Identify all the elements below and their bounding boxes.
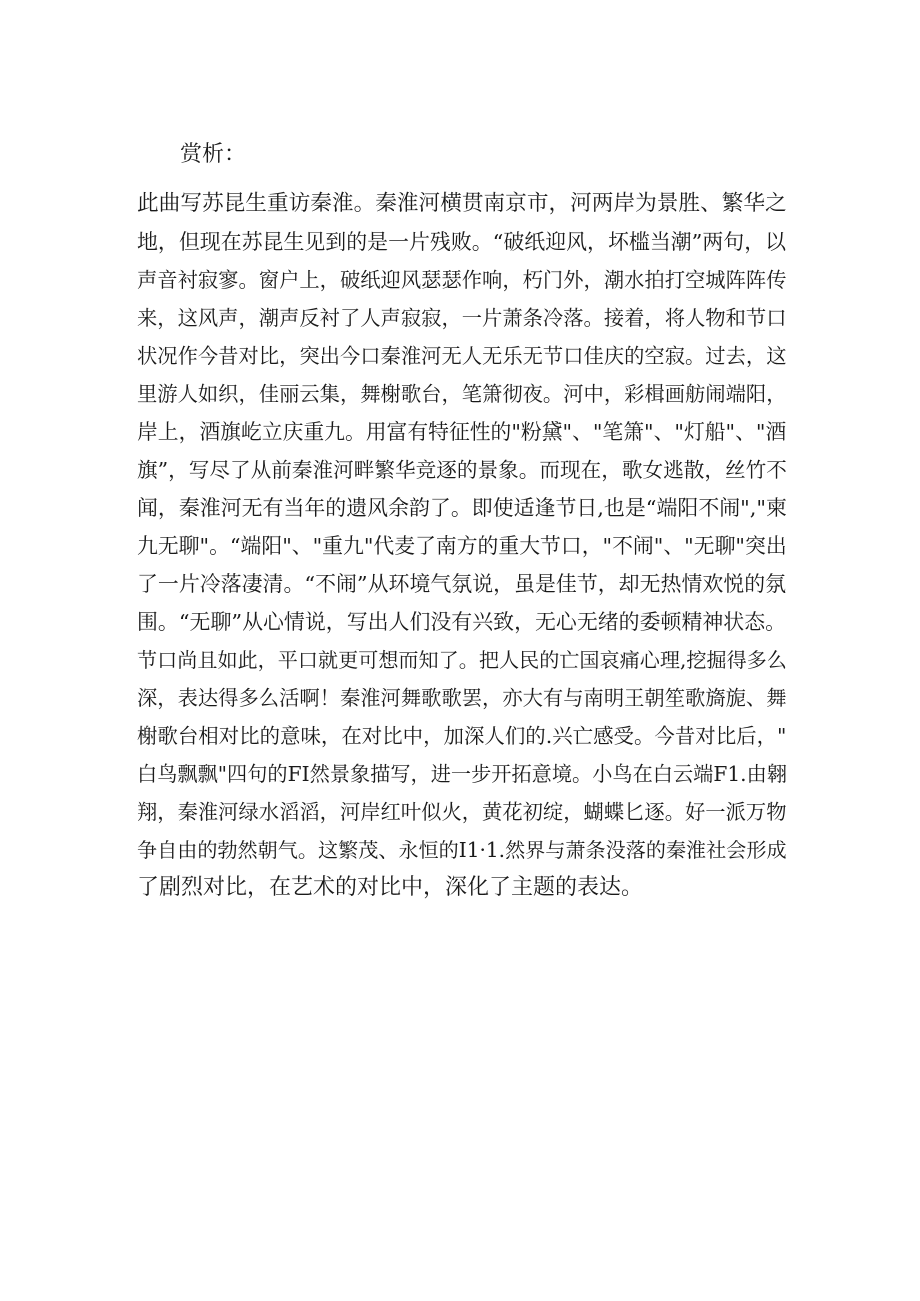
body-paragraph	[137, 185, 787, 907]
text-line: 此曲写苏昆生重访秦淮。秦淮河横贯南京市，河两岸为景胜、繁华之	[137, 191, 787, 216]
text-line: 声音衬寂寥。窗户上，破纸迎风瑟瑟作响，朽门外，潮水拍打空城阵阵传	[137, 268, 787, 292]
text-line: 榭歌台相对比的意味，在对比中，加深人们的.兴亡感受。今昔对比后，"	[137, 724, 787, 748]
text-line: 围。“无聊”从心情说，写出人们没有兴致，无心无绪的委顿精神状态。	[137, 610, 787, 634]
text-line: 来，这风声，潮声反衬了人声寂寂，一片萧条冷落。接着，将人物和节口	[137, 306, 787, 330]
text-line: 争自由的勃然朝气。这繁茂、永恒的I1·1.然界与萧条没落的秦淮社会形成	[137, 838, 787, 862]
text-line: 旗”，写尽了从前秦淮河畔繁华竞逐的景象。而现在，歌女逃散，丝竹不	[137, 458, 787, 482]
text-line: 深，表达得多么活啊！秦淮河舞歌歌罢，亦大有与南明王朝笙歌旖旎、舞	[137, 686, 787, 710]
text-line: 翔，秦淮河绿水滔滔，河岸红叶似火，黄花初绽，蝴蝶匕逐。好一派万物	[137, 800, 787, 824]
text-line: 了剧烈对比，在艺术的对比中，深化了主题的表达。	[137, 875, 644, 900]
text-line: 闻，秦淮河无有当年的遗风余韵了。即使适逢节日,也是“端阳不闹","柬	[137, 496, 787, 520]
text-line: 了一片冷落凄清。“不闹”从环境气氛说，虽是佳节，却无热情欢悦的氛	[137, 572, 787, 596]
text-line: 岸上，酒旗屹立庆重九。用富有特征性的"粉黛"、"笔箫"、"灯船"、"酒	[137, 420, 787, 444]
section-heading: 赏析：	[180, 142, 247, 167]
text-line: 地，但现在苏昆生见到的是一片残败。“破纸迎风，坏槛当潮”两句，以	[137, 230, 787, 254]
text-line: 白鸟飘飘"四句的FI然景象描写，进一步开拓意境。小鸟在白云端F1.由翱	[137, 762, 787, 786]
text-line: 里游人如织，佳丽云集，舞榭歌台，笔箫彻夜。河中，彩楫画舫闹端阳，	[137, 382, 787, 406]
text-line: 九无聊"。“端阳"、"重九"代麦了南方的重大节口，"不闹"、"无聊"突出	[137, 534, 787, 558]
text-line: 状况作今昔对比，突出今口秦淮河无人无乐无节口佳庆的空寂。过去，这	[137, 344, 787, 368]
text-line: 节口尚且如此，平口就更可想而知了。把人民的亡国哀痛心理,挖掘得多么	[137, 648, 787, 672]
